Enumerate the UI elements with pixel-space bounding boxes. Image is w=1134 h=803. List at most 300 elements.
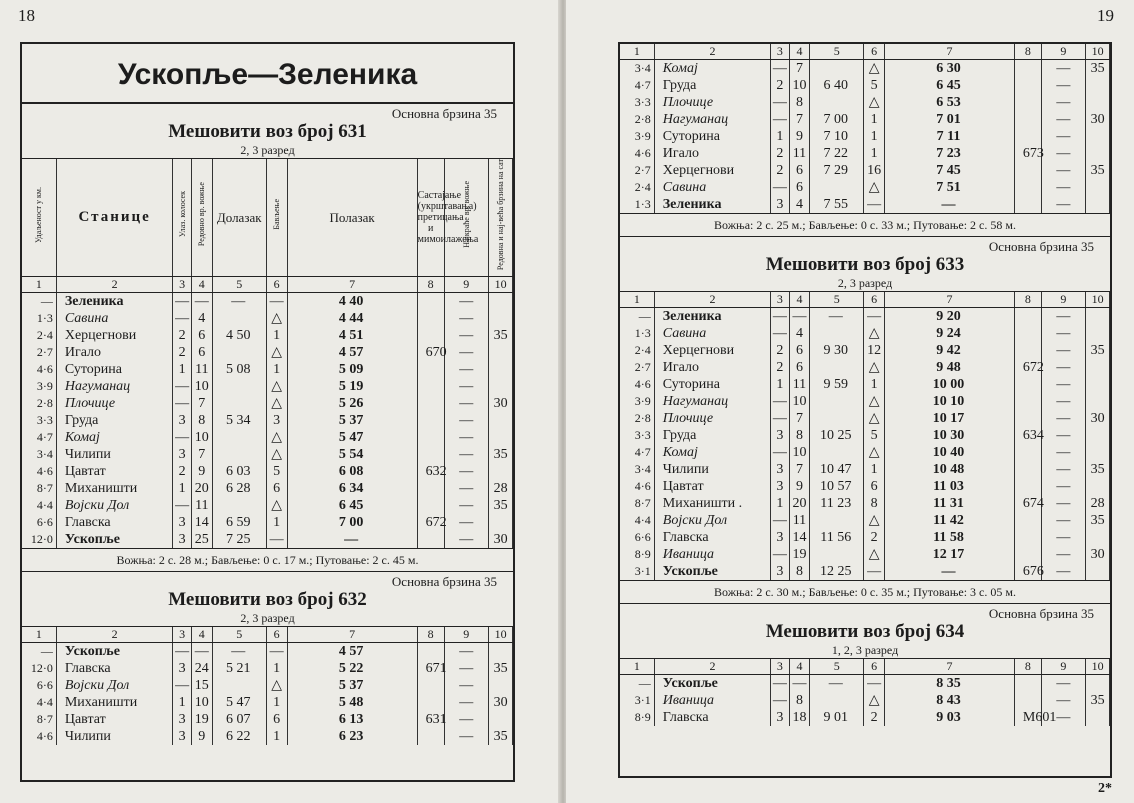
station-name: Главска [654, 529, 770, 546]
column-number: 7 [287, 627, 417, 643]
crossing-train [1014, 546, 1041, 563]
distance-km: 3·4 [36, 447, 53, 462]
train-header [22, 572, 513, 627]
entry-track: — [771, 512, 789, 529]
distance-km: 2·4 [36, 328, 53, 343]
column-number: 5 [810, 659, 864, 675]
departure-time: 10 00 [885, 376, 1015, 393]
distance-km: 2·7 [36, 345, 53, 360]
column-number: 3 [771, 44, 789, 60]
regular-run-time: 7 [789, 111, 810, 128]
entry-track: 1 [173, 694, 191, 711]
departure-time: 9 20 [885, 308, 1015, 326]
departure-time: 4 51 [287, 327, 417, 344]
arrival-time: 9 01 [810, 709, 864, 726]
timetable [620, 44, 1110, 213]
station-name: Игало [654, 145, 770, 162]
departure-time: 8 35 [885, 675, 1015, 693]
regular-run-time: 10 [789, 444, 810, 461]
page-number-right: 19 [1097, 6, 1114, 25]
train-name: Мешовити воз број 632 [168, 589, 367, 611]
timetable [620, 292, 1110, 580]
distance-km: — [638, 676, 651, 690]
stop-duration: — [864, 675, 885, 693]
shortest-run-time: — [1041, 325, 1085, 342]
timetable-row [620, 675, 1110, 693]
regular-run-time: 7 [789, 461, 810, 478]
max-speed [1085, 444, 1110, 461]
crossing-train [417, 643, 444, 661]
distance-km: 3·4 [634, 462, 651, 476]
train-header [22, 104, 513, 159]
crossing-train [1014, 675, 1041, 693]
departure-time: 6 08 [287, 463, 417, 480]
column-number: 5 [810, 44, 864, 60]
max-speed [488, 677, 513, 694]
distance-km: 6·6 [36, 678, 53, 693]
max-speed [488, 429, 513, 446]
max-speed [1085, 359, 1110, 376]
timetable-row [22, 361, 513, 378]
column-number: 6 [864, 292, 885, 308]
arrival-time: 6 03 [212, 463, 266, 480]
entry-track: 2 [173, 463, 191, 480]
arrival-time [810, 410, 864, 427]
shortest-run-time: — [1041, 376, 1085, 393]
column-header-wagons-label: Улаз. колосек [177, 191, 187, 238]
column-header-regular-label: Редовно вр. вожње [197, 182, 207, 247]
shortest-run-time: — [1041, 196, 1085, 213]
timetable-row [620, 128, 1110, 145]
station-name: Игало [56, 344, 173, 361]
entry-track: 1 [771, 128, 789, 145]
column-number: 2 [654, 44, 770, 60]
max-speed: 30 [1085, 546, 1110, 563]
column-number: 10 [1085, 659, 1110, 675]
entry-track: — [173, 293, 191, 311]
distance-km: 4·4 [36, 695, 53, 710]
distance-km: 2·7 [634, 360, 651, 374]
stop-duration: 1 [266, 361, 287, 378]
regular-run-time: — [191, 643, 212, 661]
timetable [22, 159, 513, 548]
station-name: Ускопље [654, 675, 770, 693]
crossing-train [417, 378, 444, 395]
stop-duration: 3 [266, 412, 287, 429]
arrival-time: 5 34 [212, 412, 266, 429]
departure-time: 6 30 [885, 60, 1015, 78]
column-number: 9 [444, 277, 488, 293]
distance-km: 1·3 [36, 311, 53, 326]
distance-km: 4·6 [634, 479, 651, 493]
departure-time: 7 51 [885, 179, 1015, 196]
crossing-train [1014, 128, 1041, 145]
crossing-train [417, 531, 444, 548]
max-speed [1085, 94, 1110, 111]
regular-run-time: 11 [191, 497, 212, 514]
timetable-row [22, 327, 513, 344]
max-speed [488, 361, 513, 378]
crossing-train [1014, 444, 1041, 461]
crossing-train [1014, 478, 1041, 495]
departure-time: 7 00 [287, 514, 417, 531]
timetable-row [22, 429, 513, 446]
arrival-time [810, 94, 864, 111]
departure-time: 10 10 [885, 393, 1015, 410]
regular-run-time: 14 [789, 529, 810, 546]
shortest-run-time: — [444, 293, 488, 311]
regular-run-time: 20 [789, 495, 810, 512]
max-speed: 30 [1085, 111, 1110, 128]
distance-km: 3·4 [634, 61, 651, 75]
shortest-run-time: — [444, 395, 488, 412]
crossing-train [417, 310, 444, 327]
stop-duration: △ [864, 94, 885, 111]
station-name: Зеленика [654, 308, 770, 326]
column-header-wagons [173, 159, 191, 277]
crossing-train: 671 [417, 660, 444, 677]
distance-km: 6·6 [36, 515, 53, 530]
column-number-row [620, 44, 1110, 60]
stop-duration: △ [266, 677, 287, 694]
stop-duration: △ [266, 378, 287, 395]
timetable-row [620, 77, 1110, 94]
timetable-row [620, 342, 1110, 359]
column-header-stop-label: Бављење [272, 199, 282, 230]
shortest-run-time: — [444, 378, 488, 395]
stop-duration: — [864, 563, 885, 580]
crossing-train [1014, 342, 1041, 359]
entry-track: — [771, 60, 789, 78]
column-number: 5 [810, 292, 864, 308]
entry-track: 3 [771, 196, 789, 213]
stop-duration: △ [266, 446, 287, 463]
arrival-time: 11 23 [810, 495, 864, 512]
station-name: Иваница [654, 546, 770, 563]
arrival-time: 7 25 [212, 531, 266, 548]
shortest-run-time: — [444, 446, 488, 463]
max-speed [1085, 563, 1110, 580]
station-name: Савина [654, 179, 770, 196]
max-speed: 35 [488, 446, 513, 463]
entry-track: 2 [771, 359, 789, 376]
stop-duration: 1 [864, 461, 885, 478]
train-632-continuation [620, 44, 1110, 237]
departure-time: 10 17 [885, 410, 1015, 427]
distance-km: — [40, 294, 53, 309]
max-speed: 35 [488, 728, 513, 745]
right-page [566, 0, 1134, 803]
arrival-time: 7 10 [810, 128, 864, 145]
column-number: 6 [266, 627, 287, 643]
entry-track: — [771, 410, 789, 427]
shortest-run-time: — [444, 728, 488, 745]
entry-track: 3 [771, 709, 789, 726]
arrival-time: 6 28 [212, 480, 266, 497]
stop-duration: △ [266, 429, 287, 446]
departure-time: 9 48 [885, 359, 1015, 376]
train-name: Мешовити воз број 633 [765, 254, 965, 275]
distance-km: 4·7 [36, 430, 53, 445]
column-number-row [22, 277, 513, 293]
column-header-row [22, 159, 513, 277]
column-number: 8 [417, 277, 444, 293]
column-number: 2 [654, 659, 770, 675]
regular-run-time: — [789, 308, 810, 326]
entry-track: — [771, 179, 789, 196]
distance-km: 8·7 [634, 496, 651, 510]
arrival-time: 5 47 [212, 694, 266, 711]
arrival-time [212, 429, 266, 446]
station-name: Зеленика [56, 293, 173, 311]
departure-time: — [885, 563, 1015, 580]
arrival-time [810, 60, 864, 78]
entry-track: 2 [771, 342, 789, 359]
max-speed: 35 [1085, 461, 1110, 478]
shortest-run-time: — [1041, 359, 1085, 376]
column-number: 8 [1014, 659, 1041, 675]
max-speed [488, 344, 513, 361]
regular-run-time: 6 [191, 344, 212, 361]
station-name: Савина [56, 310, 173, 327]
crossing-train [417, 293, 444, 311]
shortest-run-time: — [444, 660, 488, 677]
train-classes: 2, 3 разред [837, 276, 893, 290]
stop-duration: △ [864, 444, 885, 461]
train-631-section [22, 104, 513, 572]
stop-duration: — [266, 643, 287, 661]
column-number: 10 [488, 627, 513, 643]
timetable-row [620, 179, 1110, 196]
regular-run-time: 10 [191, 694, 212, 711]
timetable-row [620, 478, 1110, 495]
regular-run-time: 10 [191, 429, 212, 446]
train-header [620, 604, 1110, 659]
crossing-train [1014, 60, 1041, 78]
stop-duration: — [266, 531, 287, 548]
max-speed [1085, 128, 1110, 145]
column-number: 4 [191, 627, 212, 643]
station-name: Ускопље [654, 563, 770, 580]
station-name: Цавтат [56, 711, 173, 728]
column-number: 9 [1041, 292, 1085, 308]
column-number: 1 [22, 627, 56, 643]
departure-time: 11 31 [885, 495, 1015, 512]
entry-track: — [173, 378, 191, 395]
regular-run-time: 9 [789, 478, 810, 495]
crossing-train [417, 429, 444, 446]
station-name: Ускопље [56, 531, 173, 548]
right-timetable-frame [618, 42, 1112, 778]
station-name: Миханишти [56, 480, 173, 497]
station-name: Чилипи [56, 446, 173, 463]
arrival-time [212, 677, 266, 694]
column-number: 4 [789, 44, 810, 60]
station-name: Комај [56, 429, 173, 446]
arrival-time: — [810, 308, 864, 326]
train-summary: Вожња: 2 с. 30 м.; Бављење: 0 с. 35 м.; Путовање: 3 с. 05 м. [620, 580, 1110, 604]
column-number: 3 [173, 277, 191, 293]
arrival-time: 10 57 [810, 478, 864, 495]
stop-duration: 6 [266, 711, 287, 728]
arrival-time [212, 378, 266, 395]
max-speed [1085, 145, 1110, 162]
regular-run-time: 18 [789, 709, 810, 726]
regular-run-time: 4 [789, 196, 810, 213]
entry-track: — [173, 429, 191, 446]
base-speed: Основна брзина 35 [391, 106, 497, 121]
crossing-train [417, 694, 444, 711]
entry-track: 1 [771, 495, 789, 512]
departure-time: 11 42 [885, 512, 1015, 529]
departure-time: 7 45 [885, 162, 1015, 179]
regular-run-time: 8 [191, 412, 212, 429]
column-number: 4 [789, 292, 810, 308]
max-speed [1085, 308, 1110, 326]
arrival-time [810, 692, 864, 709]
entry-track: — [771, 444, 789, 461]
stop-duration: — [864, 308, 885, 326]
stop-duration: △ [864, 512, 885, 529]
crossing-train [1014, 393, 1041, 410]
arrival-time [810, 444, 864, 461]
station-name: Миханишти . [654, 495, 770, 512]
arrival-time [810, 359, 864, 376]
arrival-time [810, 512, 864, 529]
max-speed [488, 293, 513, 311]
station-name: Груда [56, 412, 173, 429]
distance-km: 8·7 [36, 712, 53, 727]
departure-time: 5 19 [287, 378, 417, 395]
timetable-row [22, 480, 513, 497]
regular-run-time: 9 [191, 728, 212, 745]
stop-duration: 5 [864, 427, 885, 444]
stop-duration: 8 [864, 495, 885, 512]
arrival-time: 9 59 [810, 376, 864, 393]
station-name: Херцегнови [654, 162, 770, 179]
crossing-train [417, 395, 444, 412]
column-number: 9 [444, 627, 488, 643]
entry-track: 1 [173, 480, 191, 497]
column-header-dist-label: Удаљеност у км. [34, 186, 44, 243]
max-speed [1085, 393, 1110, 410]
stop-duration: — [266, 293, 287, 311]
arrival-time: — [212, 643, 266, 661]
shortest-run-time: — [444, 514, 488, 531]
regular-run-time: 6 [191, 327, 212, 344]
arrival-time: — [810, 675, 864, 693]
regular-run-time: 8 [789, 94, 810, 111]
departure-time: 10 40 [885, 444, 1015, 461]
shortest-run-time: — [444, 327, 488, 344]
stop-duration: — [864, 196, 885, 213]
stop-duration: 12 [864, 342, 885, 359]
stop-duration: △ [864, 393, 885, 410]
column-number-row [620, 659, 1110, 675]
shortest-run-time: — [1041, 444, 1085, 461]
left-timetable-frame [20, 42, 515, 782]
regular-run-time: 7 [191, 446, 212, 463]
max-speed [488, 378, 513, 395]
crossing-train [417, 480, 444, 497]
stop-duration: △ [266, 497, 287, 514]
shortest-run-time: — [1041, 692, 1085, 709]
distance-km: 2·4 [634, 180, 651, 194]
distance-km: — [638, 309, 651, 323]
shortest-run-time: — [1041, 478, 1085, 495]
crossing-train [1014, 325, 1041, 342]
stop-duration: 2 [864, 709, 885, 726]
shortest-run-time: — [444, 310, 488, 327]
regular-run-time: 8 [789, 692, 810, 709]
entry-track: — [771, 692, 789, 709]
entry-track: — [771, 325, 789, 342]
distance-km: 3·3 [36, 413, 53, 428]
column-number: 9 [1041, 659, 1085, 675]
arrival-time: 7 22 [810, 145, 864, 162]
shortest-run-time: — [1041, 427, 1085, 444]
distance-km: 2·8 [634, 112, 651, 126]
arrival-time: 6 59 [212, 514, 266, 531]
arrival-time: 9 30 [810, 342, 864, 359]
station-name: Цавтат [56, 463, 173, 480]
entry-track: — [771, 675, 789, 693]
timetable-row [22, 378, 513, 395]
entry-track: 3 [771, 529, 789, 546]
column-number: 1 [620, 659, 654, 675]
stop-duration: △ [864, 410, 885, 427]
column-number: 4 [789, 659, 810, 675]
arrival-time [810, 393, 864, 410]
crossing-train [1014, 461, 1041, 478]
shortest-run-time: — [444, 497, 488, 514]
shortest-run-time: — [1041, 675, 1085, 693]
timetable-row [620, 325, 1110, 342]
entry-track: — [771, 94, 789, 111]
shortest-run-time: — [1041, 563, 1085, 580]
timetable-row [620, 427, 1110, 444]
shortest-run-time: — [1041, 512, 1085, 529]
crossing-train [1014, 196, 1041, 213]
max-speed: 35 [488, 497, 513, 514]
timetable-row [22, 643, 513, 661]
shortest-run-time: — [1041, 495, 1085, 512]
regular-run-time: 19 [789, 546, 810, 563]
regular-run-time: 11 [789, 376, 810, 393]
shortest-run-time: — [1041, 342, 1085, 359]
max-speed [488, 412, 513, 429]
column-header-arrival: Долазак [212, 159, 266, 277]
distance-km: 3·1 [634, 564, 651, 578]
distance-km: 4·6 [634, 377, 651, 391]
max-speed [488, 463, 513, 480]
max-speed [488, 643, 513, 661]
distance-km: 4·6 [36, 729, 53, 744]
timetable-row [620, 145, 1110, 162]
distance-km: 3·9 [634, 394, 651, 408]
timetable-row [620, 162, 1110, 179]
stop-duration: △ [864, 359, 885, 376]
stop-duration: △ [864, 60, 885, 78]
station-name: Главска [56, 514, 173, 531]
regular-run-time: 15 [191, 677, 212, 694]
station-name: Комај [654, 60, 770, 78]
entry-track: 3 [771, 461, 789, 478]
sheet-signature: 2* [1098, 781, 1112, 796]
crossing-train [1014, 308, 1041, 326]
timetable [22, 627, 513, 745]
crossing-train [417, 361, 444, 378]
